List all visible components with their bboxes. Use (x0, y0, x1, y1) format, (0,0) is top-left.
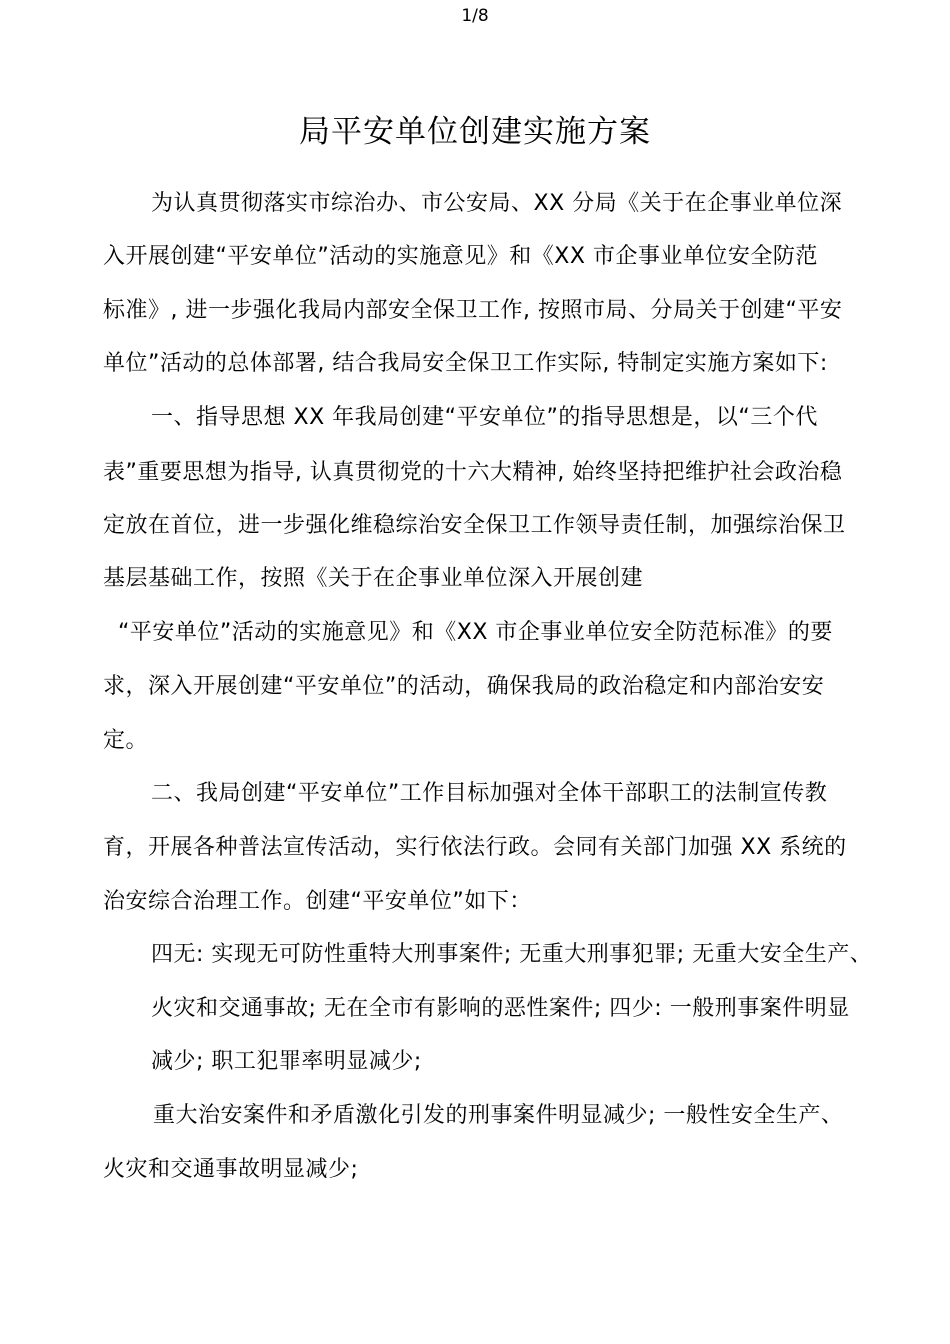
body-line-3: 标准》, 进一步强化我局内部安全保卫工作, 按照市局、分局关于创建“平安 (103, 298, 843, 323)
body-line-1: 为认真贯彻落实市综治办、市公安局、XX 分局《关于在企事业单位深 (151, 191, 843, 216)
body-line-5: 一、指导思想 XX 年我局创建“平安单位”的指导思想是，以“三个代 (151, 405, 818, 430)
body-line-14: 治安综合治理工作。创建“平安单位”如下： (103, 889, 532, 914)
body-line-10: 求，深入开展创建“平安单位”的活动，确保我局的政治稳定和内部治安安 (103, 674, 825, 699)
page-number: 1/8 (461, 6, 489, 26)
body-line-4: 单位”活动的总体部署, 结合我局安全保卫工作实际, 特制定实施方案如下: (103, 351, 828, 376)
body-line-11: 定。 (103, 728, 149, 753)
body-line-7: 定放在首位，进一步强化维稳综治安全保卫工作领导责任制，加强综治保卫 (103, 513, 846, 538)
body-line-16: 火灾和交通事故; 无在全市有影响的恶性案件; 四少: 一般刑事案件明显 (151, 996, 850, 1021)
body-line-2: 入开展创建“平安单位”活动的实施意见》和《XX 市企事业单位安全防范 (103, 244, 818, 269)
body-line-12: 二、我局创建“平安单位”工作目标加强对全体干部职工的法制宣传教 (151, 781, 828, 806)
body-line-15: 四无: 实现无可防性重特大刑事案件; 无重大刑事犯罪; 无重大安全生产、 (151, 942, 873, 967)
body-line-8: 基层基础工作，按照《关于在企事业单位深入开展创建 (103, 566, 644, 591)
body-line-17: 减少; 职工犯罪率明显减少; (151, 1049, 422, 1074)
body-line-9: “平安单位”活动的实施意见》和《XX 市企事业单位安全防范标准》的要 (118, 620, 833, 645)
body-line-6: 表”重要思想为指导, 认真贯彻党的十六大精神, 始终坚持把维护社会政治稳 (103, 460, 843, 485)
body-line-13: 育，开展各种普法宣传活动，实行依法行政。会同有关部门加强 XX 系统的 (103, 835, 847, 860)
body-line-18: 重大治安案件和矛盾激化引发的刑事案件明显减少; 一般性安全生产、 (153, 1103, 844, 1128)
body-line-19: 火灾和交通事故明显减少; (103, 1157, 359, 1182)
document-title: 局平安单位创建实施方案 (299, 114, 651, 150)
